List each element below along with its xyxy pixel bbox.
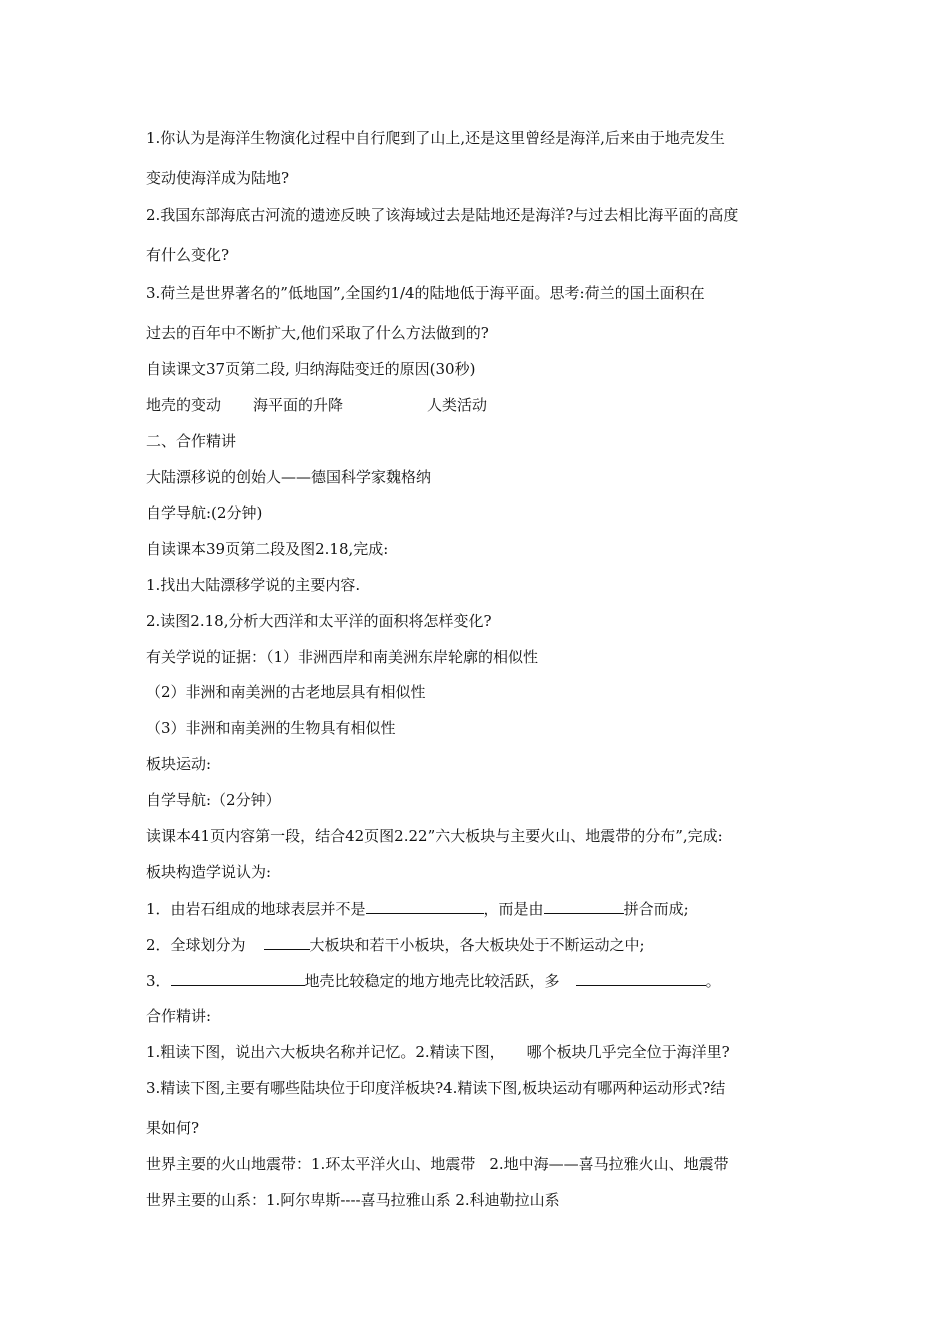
coop-questions-2-line-2: 果如何?: [146, 1119, 200, 1137]
mountain-systems: 世界主要的山系：1.阿尔卑斯----喜马拉雅山系 2.科迪勒拉山系: [146, 1191, 560, 1209]
answer-blank-5[interactable]: [576, 970, 706, 986]
evidence-2: （2）非洲和南美洲的古老地层具有相似性: [146, 683, 426, 701]
founder-line: 大陆漂移说的创始人——德国科学家魏格纳: [146, 468, 432, 486]
fill-in-1: 1．由岩石组成的地球表层并不是 ，而是由 拼合而成;: [146, 900, 689, 918]
task-1: 1.找出大陆漂移学说的主要内容.: [146, 576, 361, 594]
cause-crust: 地壳的变动: [146, 396, 222, 414]
read-2: 读课本41页内容第一段，结合42页图2.22”六大板块与主要火山、地震带的分布”,完成:: [146, 827, 723, 845]
fill-in-3: 3． 地壳比较稳定的地方地壳比较活跃，多 。: [146, 972, 721, 990]
question-3-line-2: 过去的百年中不断扩大,他们采取了什么方法做到的?: [146, 324, 489, 342]
self-read-instruction: 自读课文37页第二段, 归纳海陆变迁的原因(30秒): [146, 360, 476, 378]
question-2-line-2: 有什么变化?: [146, 246, 230, 264]
question-1-line-2: 变动使海洋成为陆地?: [146, 169, 290, 187]
guide-1: 自学导航:(2分钟): [146, 504, 263, 522]
answer-blank-1[interactable]: [366, 898, 484, 914]
cause-sea-level: 海平面的升降: [253, 396, 344, 414]
fill-in-2: 2．全球划分为 大板块和若干小板块，各大板块处于不断运动之中;: [146, 936, 645, 954]
question-3-line-1: 3.荷兰是世界著名的”低地国”,全国约1/4的陆地低于海平面。思考:荷兰的国土面积在: [146, 284, 705, 302]
answer-blank-3[interactable]: [264, 934, 310, 950]
task-2: 2.读图2.18,分析大西洋和太平洋的面积将怎样变化?: [146, 612, 492, 630]
cause-human: 人类活动: [427, 396, 488, 414]
read-1: 自读课本39页第二段及图2.18,完成:: [146, 540, 389, 558]
coop-questions-2-line-1: 3.精读下图,主要有哪些陆块位于印度洋板块?4.精读下图,板块运动有哪两种运动形式?结: [146, 1079, 726, 1097]
plate-title: 板块运动:: [146, 755, 212, 773]
coop-title: 合作精讲:: [146, 1007, 212, 1025]
answer-blank-2[interactable]: [544, 898, 624, 914]
section-heading: 二、合作精讲: [146, 432, 237, 450]
causes-row: [146, 395, 487, 415]
evidence-3: （3）非洲和南美洲的生物具有相似性: [146, 719, 396, 737]
coop-questions-1: 1.粗读下图，说出六大板块名称并记忆。2.精读下图， 哪个板块几乎完全位于海洋里?: [146, 1043, 730, 1061]
question-2-line-1: 2.我国东部海底古河流的遗迹反映了该海域过去是陆地还是海洋?与过去相比海平面的高度: [146, 206, 739, 224]
question-1-line-1: 1.你认为是海洋生物演化过程中自行爬到了山上,还是这里曾经是海洋,后来由于地壳发生: [146, 129, 725, 147]
volcano-belts: 世界主要的火山地震带：1.环太平洋火山、地震带 2.地中海——喜马拉雅火山、地震带: [146, 1155, 729, 1173]
answer-blank-4[interactable]: [171, 970, 305, 986]
evidence-1: 有关学说的证据：（1）非洲西岸和南美洲东岸轮廓的相似性: [146, 648, 539, 666]
theory-line: 板块构造学说认为:: [146, 863, 272, 881]
guide-2: 自学导航:（2分钟）: [146, 791, 281, 809]
